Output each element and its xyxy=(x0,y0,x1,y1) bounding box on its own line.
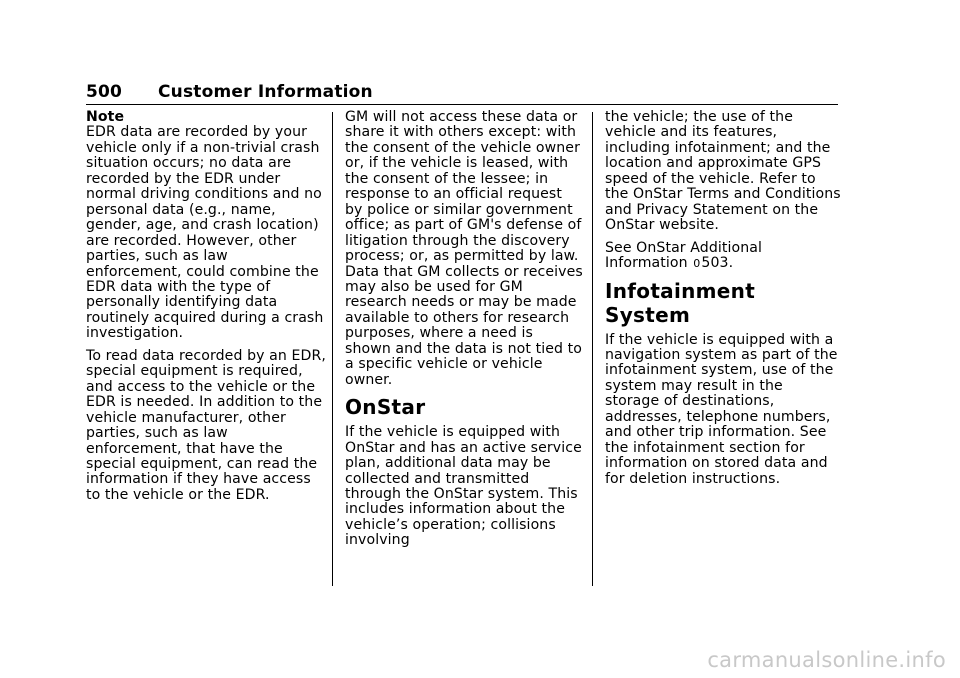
reference-page-link[interactable]: 503. xyxy=(701,255,734,272)
column-2 xyxy=(345,110,583,556)
see-also-reference xyxy=(605,241,841,272)
edr-recording-paragraph: EDR data are recorded by your vehicle only if a non-trivial crash situation occurs; no data are recorded by the EDR under normal driving conditions and no personal data (e.g., name, gender, age, and crash location) are recorded. However, other parties, such as law enforcement, could combine the EDR data with the type of personally identifying data routinely acquired during a crash investigation. xyxy=(86,124,324,342)
page-header xyxy=(86,82,838,105)
see-also-text: See OnStar Additional Information xyxy=(605,239,763,272)
section-title: Customer Information xyxy=(158,82,373,102)
infotainment-heading: Infotainment System xyxy=(605,278,756,327)
edr-reading-paragraph: To read data recorded by an EDR, special equipment is required, and access to the vehicle or the EDR is needed. In addition to the vehicle manufacturer, other parties, such as law enforcement, that have the special equipment, can read the information if they have access to the vehicle or the EDR. xyxy=(86,347,326,503)
page-number: 500 xyxy=(86,82,123,102)
note-label: Note xyxy=(86,109,125,125)
page-reference-icon: 0 xyxy=(693,257,701,271)
onstar-heading: OnStar xyxy=(345,395,426,420)
column-divider-1 xyxy=(332,112,333,586)
infotainment-paragraph: If the vehicle is equipped with a navigation system as part of the infotainment system, use of the system may result in the storage of destinations, addresses, telephone numbers, and other trip information. See the infotainment section for information on stored data and for deletion instructions. xyxy=(605,331,838,487)
column-3 xyxy=(605,110,841,494)
column-divider-2 xyxy=(592,112,593,586)
gm-data-access-paragraph: GM will not access these data or share it with others except: with the consent of the vehicle owner or, if the vehicle is leased, with the consent of the lessee; in response to an official request by police or similar government office; as part of GM's defense of litigation through the discovery process; or, as permitted by law. Data that GM collects or receives may also be used for GM research needs or may be made available to others for research purposes, where a need is shown and the data is not tied to a specific vehicle or vehicle owner. xyxy=(345,109,583,388)
watermark: carmanualsonline.info xyxy=(707,648,946,672)
onstar-paragraph: If the vehicle is equipped with OnStar and has an active service plan, additional data may be collected and transmitted through the OnStar system. This includes information about the vehicle’s operation; collisions involving xyxy=(345,424,582,549)
onstar-continued-paragraph: the vehicle; the use of the vehicle and its features, including infotainment; and the location and approximate GPS speed of the vehicle. Refer to the OnStar Terms and Conditions and Privacy Statement on the OnStar website. xyxy=(605,109,841,234)
column-1 xyxy=(86,110,326,510)
